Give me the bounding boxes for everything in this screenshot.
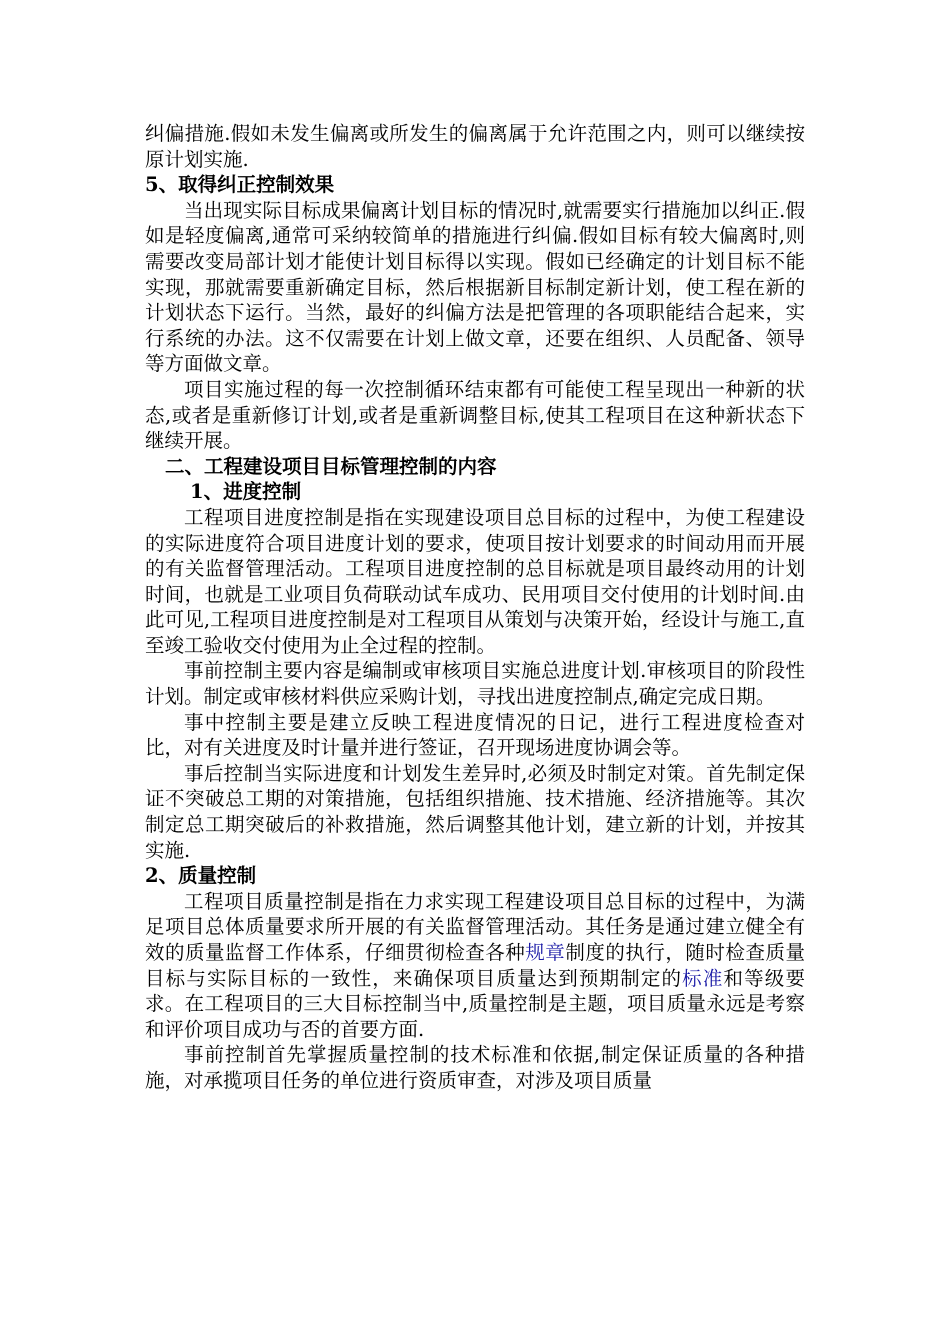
paragraph-intro: 纠偏措施.假如未发生偏离或所发生的偏离属于允许范围之内，则可以继续按原计划实施. [145,122,805,171]
paragraph-quality-1 [145,889,805,1043]
heading-progress-control: 1、进度控制 [190,480,302,504]
heading-quality-control: 2、质量控制 [145,864,257,888]
paragraph-progress-3: 事中控制主要是建立反映工程进度情况的日记，进行工程进度检查对比，对有关进度及时计量并进行签证，召开现场进度协调会等。 [145,710,805,760]
link-regulations[interactable]: 规章 [525,941,566,964]
document-page [145,121,805,1094]
paragraph-quality-1-part-a: 工程项目质量控制是指在力求实现工程建设项目总目标的过程中，为满足项目总体质量要求所开展的有关监督管理活动。其任务是通过建立健全有效的质量监督工作体系，仔细贯彻检查各种 [145,889,805,964]
heading-section-2: 二、工程建设项目目标管理控制的内容 [165,454,497,478]
link-standards[interactable]: 标准 [682,966,724,990]
paragraph-progress-2: 事前控制主要内容是编制或审核项目实施总进度计划.审核项目的阶段性计划。制定或审核材料供应采购计划，寻找出进度控制点,确定完成日期。 [145,659,805,709]
paragraph-5-2: 项目实施过程的每一次控制循环结束都有可能使工程呈现出一种新的状态,或者是重新修订计划,或者是重新调整目标,使其工程项目在这种新状态下继续开展。 [145,377,805,453]
paragraph-progress-1: 工程项目进度控制是指在实现建设项目总目标的过程中，为使工程建设的实际进度符合项目进度计划的要求，使项目按计划要求的时间动用而开展的有关监督管理活动。工程项目进度控制的总目标就是项目最终动用的计划时间，也就是工业项目负荷联动试车成功、民用项目交付使用的计划时间.由此可见,工程项目进度控制是对工程项目从策划与决策开始，经设计与施工,直至竣工验收交付使用为止全过程的控制。 [145,505,805,657]
paragraph-progress-4: 事后控制当实际进度和计划发生差异时,必须及时制定对策。首先制定保证不突破总工期的对策措施，包括组织措施、技术措施、经济措施等。其次制定总工期突破后的补救措施，然后调整其他计划，建立新的计划，并按其实施. [145,761,805,862]
paragraph-quality-1-part-b: 制度的执行，随时检查质量目标与实际目标的一致性，来确保项目质量达到预期制定的 [145,941,805,990]
paragraph-quality-1-part-c: 和等级要求。在工程项目的三大目标控制当中,质量控制是主题，项目质量永远是考察和评价项目成功与否的首要方面. [145,966,805,1041]
heading-5: 5、取得纠正控制效果 [145,173,335,197]
paragraph-quality-2: 事前控制首先掌握质量控制的技术标准和依据,制定保证质量的各种措施，对承揽项目任务的单位进行资质审查，对涉及项目质量 [145,1043,805,1092]
paragraph-5-1: 当出现实际目标成果偏离计划目标的情况时,就需要实行措施加以纠正.假如是轻度偏离,通常可采纳较简单的措施进行纠偏.假如目标有较大偏离时,则需要改变局部计划才能使计划目标得以实现。假如已经确定的计划目标不能实现，那就需要重新确定目标，然后根据新目标制定新计划，使工程在新的计划状态下运行。当然，最好的纠偏方法是把管理的各项职能结合起来，实行系统的办法。这不仅需要在计划上做文章，还要在组织、人员配备、领导等方面做文章。 [145,198,805,376]
